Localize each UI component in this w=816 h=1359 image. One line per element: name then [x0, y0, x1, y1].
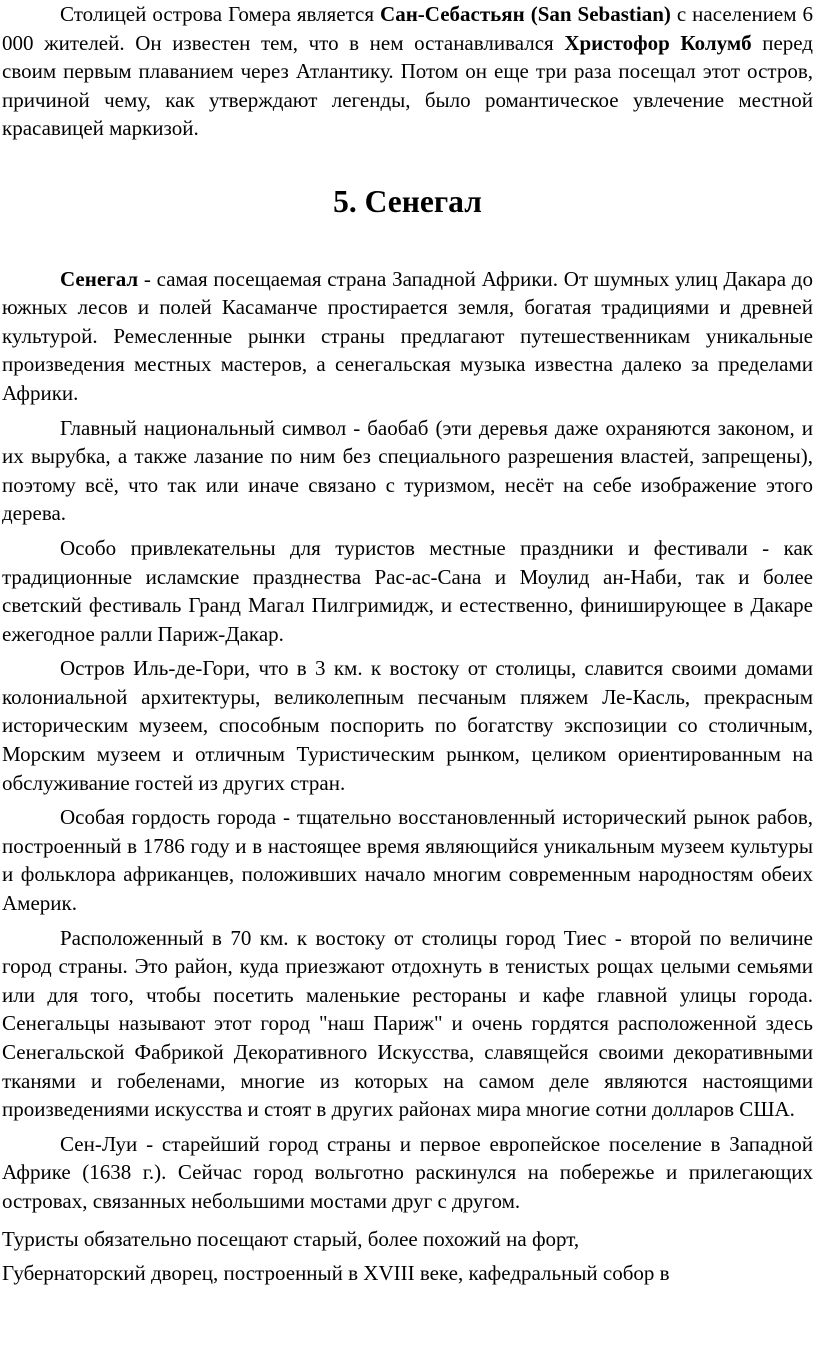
paragraph-saint-louis: Сен-Луи - старейший город страны и первое европейское поселение в Западной Африке (1638 г.). Сейчас город вольготно раскинулся на побережье и прилегающих островах, связанных небольшими мостами друг с другом. — [2, 1131, 813, 1213]
bold-term-columbus: Христофор Колумб — [564, 30, 752, 55]
paragraph-baobab: Главный национальный символ - баобаб (эти деревья даже охраняются законом, и их вырубка, а также лазание по ним без специального разрешения властей, запрещены), поэтому всё, что так или иначе связано с туризмом, несёт на себе изображение этого дерева. — [2, 415, 813, 526]
paragraph-slave-market: Особая гордость города - тщательно восстановленный исторический рынок рабов, построенный в 1786 году и в настоящее время являющийся уникальным музеем культуры и фольклора африканцев, положивших начало многим современным народностям обеих Америк. — [2, 805, 813, 916]
section-heading-senegal: 5. Сенегал — [333, 183, 482, 219]
text-segment: - самая посещаемая страна Западной Африки. От шумных улиц Дакара до южных лесов и полей Касаманче простирается земля, богатая традициями и древней культурой. Ремесленные рынки страны предлагают путешественникам уникальные произведения местных мастеров, а сенегальская музыка известна далеко за пределами Африки. — [2, 266, 813, 405]
paragraph-gomera-capital — [2, 0, 813, 143]
text-segment: с населением 6 000 жителей. Он известен тем, что в нем останавливался — [2, 2, 814, 55]
text-segment: перед своим первым плаванием через Атлантику. Потом он еще три раза посещал этот остров, причиной чему, как утверждают легенды, было романтическое увлечение местной красавицей маркизой. — [2, 30, 813, 141]
paragraph-tourists-line-1: Туристы обязательно посещают старый, более похожий на форт, — [2, 1226, 580, 1251]
spacer — [2, 143, 813, 188]
bold-term-senegal: Сенегал — [60, 266, 139, 291]
bold-term-san-sebastian: Сан-Себастьян (San Sebastian) — [380, 2, 671, 26]
text-segment: Столицей острова Гомера является — [60, 2, 381, 26]
paragraph-thies: Расположенный в 70 км. к востоку от столицы город Тиес - второй по величине город страны. Это район, куда приезжают отдохнуть в тенистых рощах целыми семьями или для того, чтобы посетить маленькие рестораны и кафе главной улицы города. Сенегальцы называют этот город "наш Париж" и очень гордятся расположенной здесь Сенегальской Фабрикой Декоративного Искусства, славящейся своими декоративными тканями и гобеленами, многие из которых на самом деле являются настоящими произведениями искусства и стоят в других районах мира многие сотни долларов США. — [2, 925, 813, 1122]
paragraph-goree-island: Остров Иль-де-Гори, что в 3 км. к востоку от столицы, славится своими домами колониальной архитектуры, великолепным песчаным пляжем Ле-Касль, прекрасным историческим музеем, способным поспорить по богатству экспозиции со столичным, Морским музеем и отличным Туристическим рынком, целиком ориентированным на обслуживание гостей из других стран. — [2, 656, 813, 795]
spacer — [2, 217, 813, 265]
paragraph-senegal-intro — [2, 265, 813, 408]
paragraph-festivals: Особо привлекательны для туристов местные праздники и фестивали - как традиционные исламские празднества Рас-ас-Сана и Моулид ан-Наби, так и более светский фестиваль Гранд Магал Пилгримидж, и естественно, финиширующее в Дакаре ежегодное ралли Париж-Дакар. — [2, 535, 813, 646]
paragraph-tourists-line-2: Губернаторский дворец, построенный в XVIII веке, кафедральный собор в — [2, 1260, 670, 1285]
